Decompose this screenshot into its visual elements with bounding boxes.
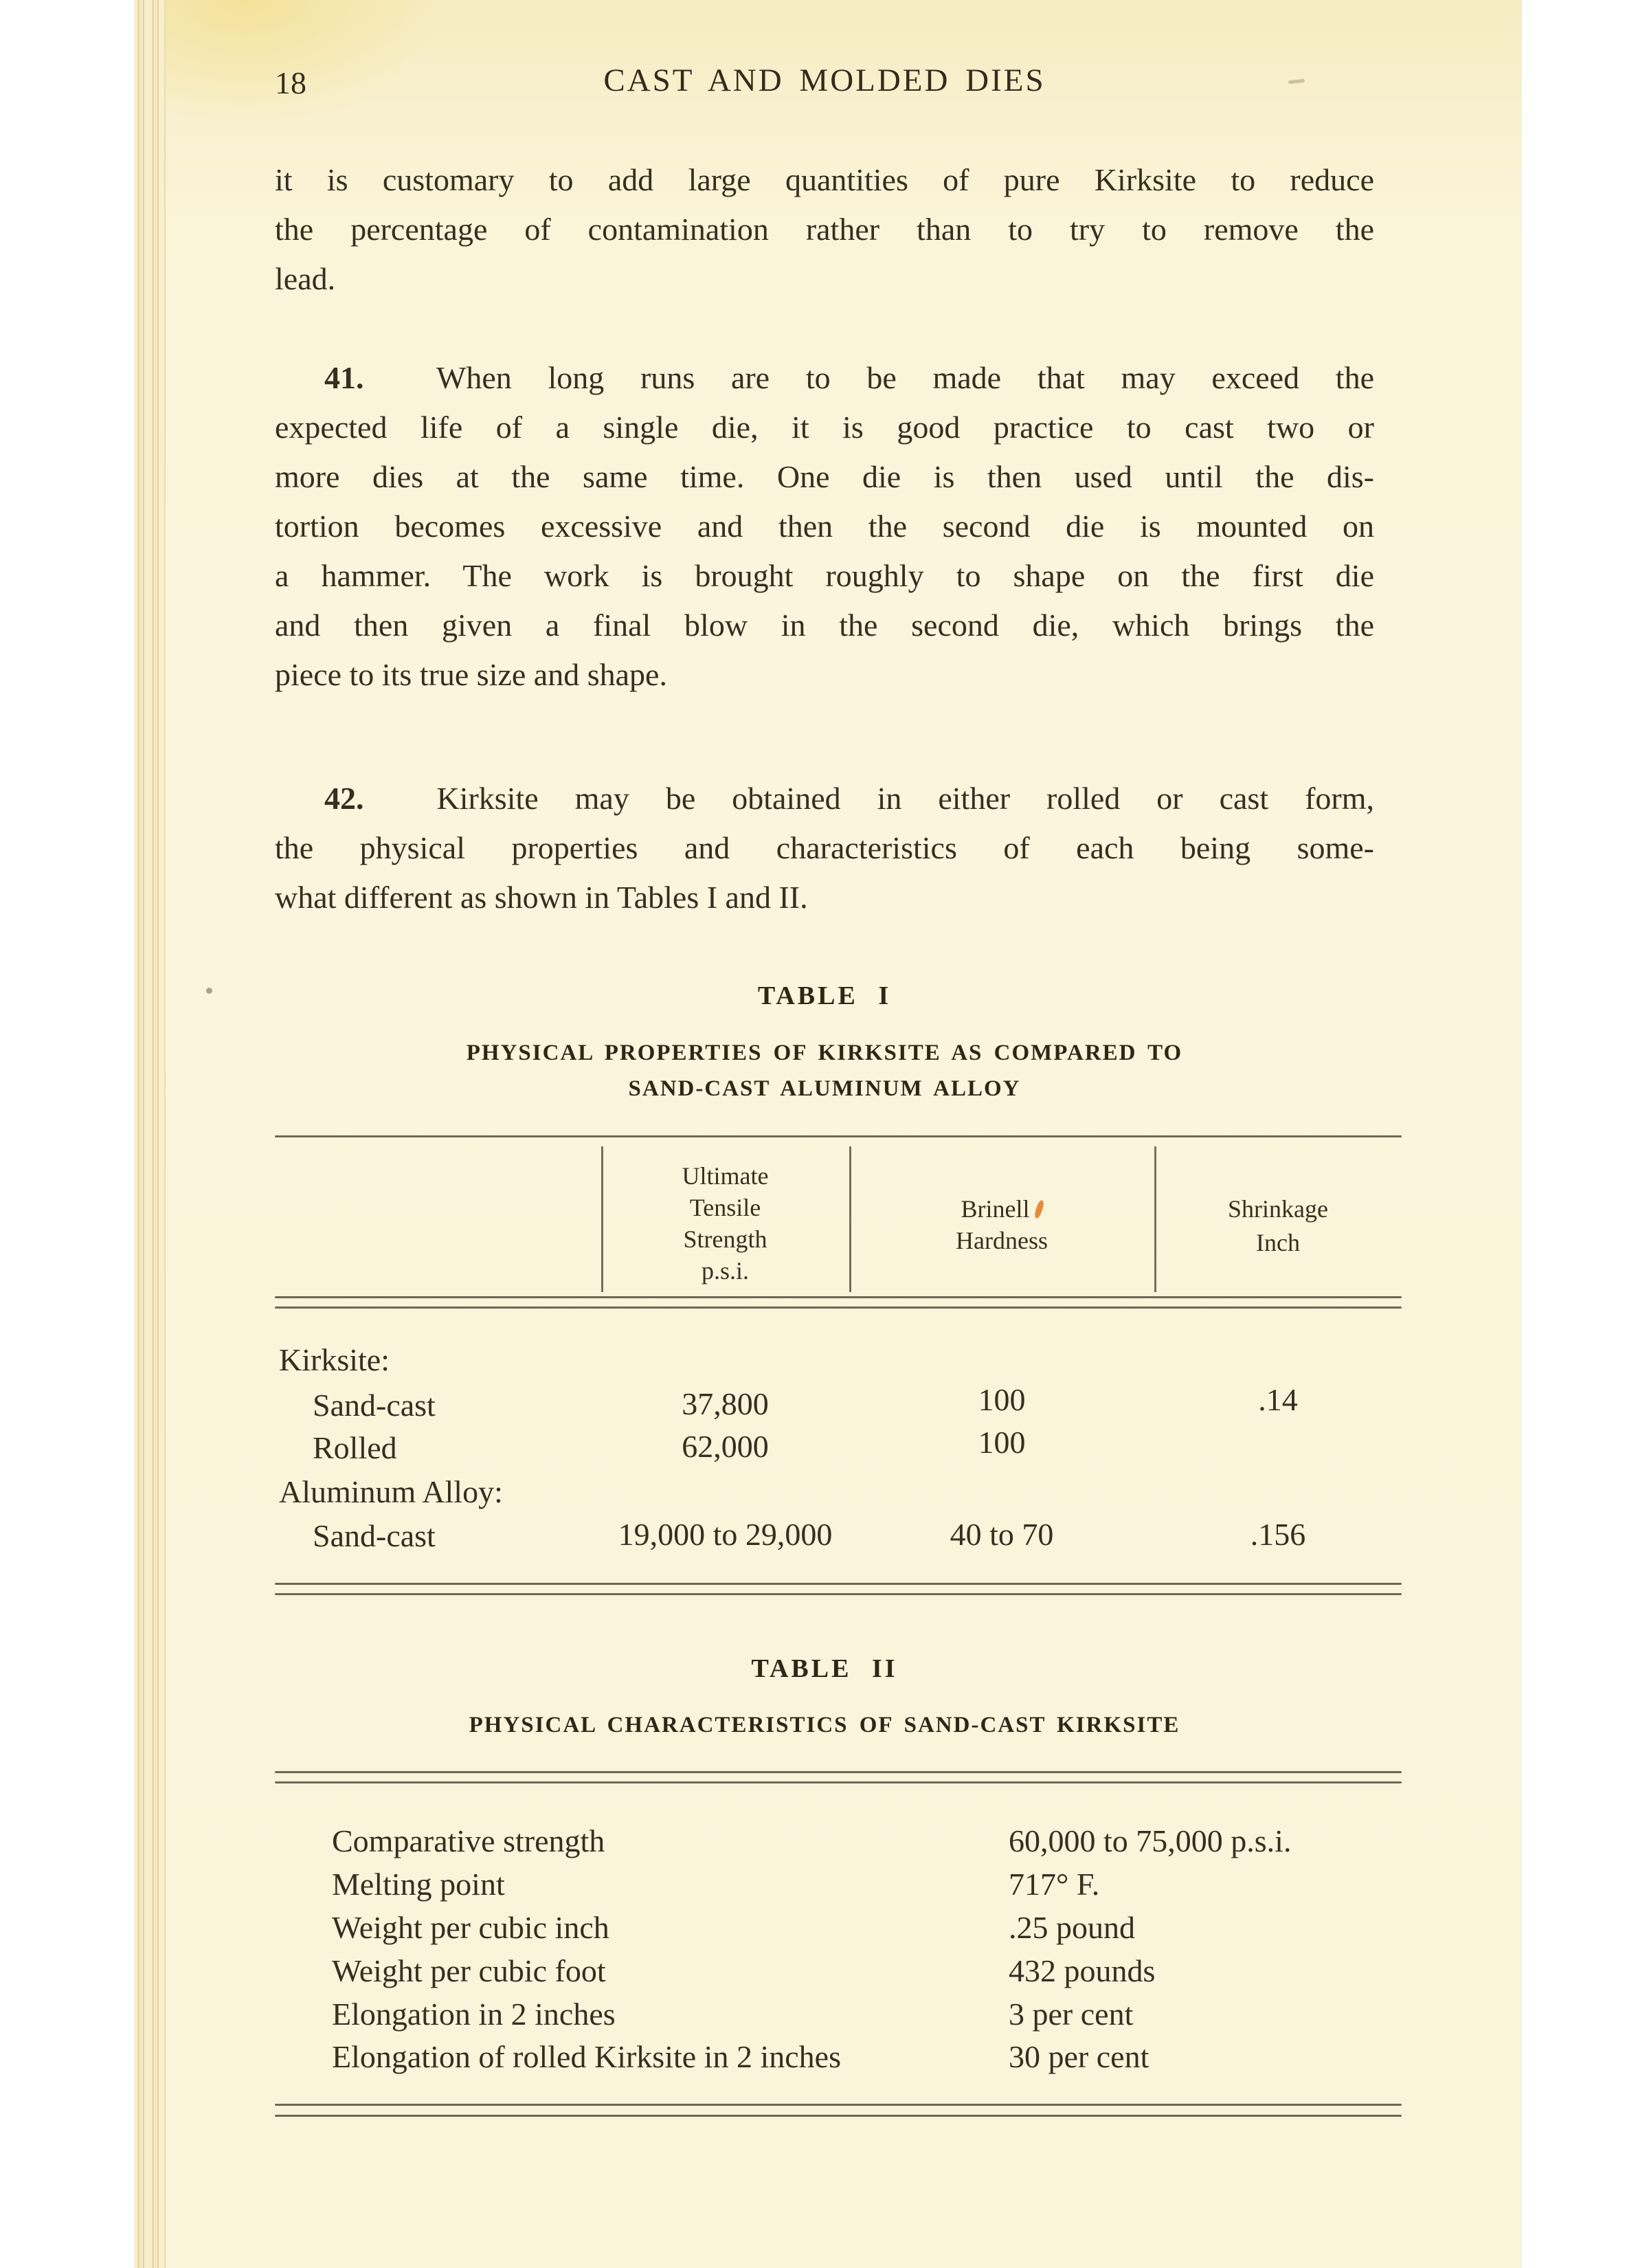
- section-text: When long runs are to be made that may exceed the: [436, 360, 1375, 395]
- paragraph-line: [275, 358, 1374, 398]
- paragraph-line: expected life of a single die, it is good practice to cast two or: [275, 410, 1374, 445]
- book-page-edge-stack: [134, 0, 166, 2268]
- section-text: Kirksite may be obtained in either rolled or cast form,: [436, 781, 1375, 816]
- page-number: 18: [275, 65, 306, 100]
- paragraph-line: and then given a final blow in the second die, which brings the: [275, 608, 1374, 643]
- table2-top-rule: [275, 1771, 1402, 1773]
- table1-top-rule: [275, 1135, 1402, 1137]
- paragraph-line: what different as shown in Tables I and II.: [275, 880, 808, 915]
- table2-subtitle: PHYSICAL CHARACTERISTICS OF SAND-CAST KIRKSITE: [469, 1713, 1180, 1737]
- table2-bottom-rule: [275, 2104, 1402, 2106]
- page-header-title: CAST AND MOLDED DIES: [603, 63, 1046, 98]
- paragraph-line: it is customary to add large quantities of pure Kirksite to reduce: [275, 162, 1374, 197]
- orange-pen-mark: [1034, 1199, 1046, 1219]
- paragraph-line: lead.: [275, 261, 336, 296]
- ink-speck: [206, 988, 212, 994]
- table2-top-rule: [275, 1781, 1402, 1783]
- table1-header-rule: [275, 1296, 1402, 1298]
- book-page: 18 CAST AND MOLDED DIES it is customary to add large quantities of pure Kirksite to reduce the percentage of contamination rather than to try to remove the lead. 41. When long runs are to be made that may exceed the expected life of a single die, it is good practice to cast two or more dies at the same time. One die is then used until the dis- tortion becomes excessive and then the second die is mounted on a hammer. The work is brought roughly to shape on the first die and then given a final blow in the second die, which brings the piece to its true size and shape. 42. Kirksite may be obtained in either rolled or cast form, the physical properties and characteristics of each being some- what different as shown in Tables I and II. TABLE I PHYSICAL PROPERTIES OF KIRKSITE AS COMPARED TO SAND-CAST ALUMINUM ALLOY Ultimate Tensile Strength p.s.i. Brinell Hardness Shrinkage Inch Kirksite: Sand-cast 37,800 100 .14 Rolled 62,000 100 Aluminum Alloy: Sand-cast 19,000 to 29,000 40 to 70 .156 TABLE II PHYSICAL CHARACTERISTICS OF SAND-CAST KIRKSITE Comparative strength 60,000 to 75,000 p.s.i. Melting point 717° F. Weight per cubic inch .25 pound Weight per cubic foot 432 pounds Elongation in 2 inches 3 per cent Elongation of rolled Kirksite in 2 inches 30 per cent: [134, 0, 1522, 2268]
- table1-subtitle-line1: PHYSICAL PROPERTIES OF KIRKSITE AS COMPARED TO: [466, 1041, 1183, 1065]
- section-number: 41.: [324, 360, 364, 395]
- table1-subtitle-line2: SAND-CAST ALUMINUM ALLOY: [628, 1076, 1021, 1101]
- table1-title: TABLE I: [757, 981, 892, 1010]
- paragraph-line: the physical properties and characteristics of each being some-: [275, 830, 1374, 865]
- table2-bottom-rule: [275, 2115, 1402, 2117]
- table1-header-brinell: Brinell Hardness: [956, 1195, 1048, 1254]
- paragraph-line: tortion becomes excessive and then the second die is mounted on: [275, 509, 1374, 544]
- table1-bottom-rule: [275, 1583, 1402, 1585]
- paragraph-line: [275, 779, 1374, 819]
- table1-header-shrinkage: Shrinkage Inch: [1228, 1195, 1328, 1256]
- section-number: 42.: [324, 781, 364, 816]
- table2-title: TABLE II: [751, 1654, 898, 1683]
- paragraph-line: a hammer. The work is brought roughly to shape on the first die: [275, 558, 1374, 593]
- paragraph-line: piece to its true size and shape.: [275, 657, 667, 692]
- paragraph-line: the percentage of contamination rather than to try to remove the: [275, 212, 1374, 247]
- table1-bottom-rule: [275, 1593, 1402, 1595]
- paragraph-line: more dies at the same time. One die is then used until the dis-: [275, 459, 1374, 494]
- table1-header-uts: Ultimate Tensile Strength p.s.i.: [682, 1162, 769, 1285]
- table1-header-rule: [275, 1307, 1402, 1309]
